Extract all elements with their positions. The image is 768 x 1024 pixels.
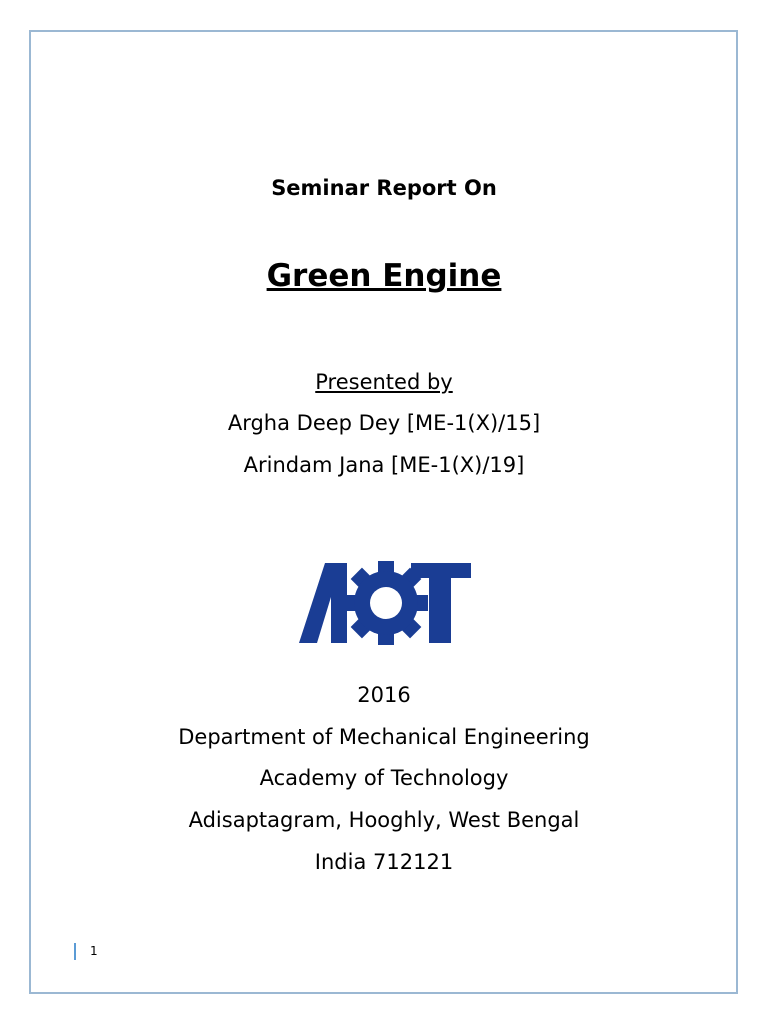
author-2: Arindam Jana [ME-1(X)/19] [243,453,525,477]
presented-by-label: Presented by [315,370,453,394]
country-pin: India 712121 [314,850,454,874]
report-title: Green Engine [266,258,502,294]
institution: Academy of Technology [259,766,509,790]
seminar-label: Seminar Report On [271,176,497,200]
page-number: 1 [90,944,98,958]
department: Department of Mechanical Engineering [178,725,590,749]
logo-letter-t-stem [429,563,451,643]
author-1: Argha Deep Dey [ME-1(X)/15] [227,411,541,435]
footer-accent-bar [74,943,76,960]
year: 2016 [357,683,411,707]
address: Adisaptagram, Hooghly, West Bengal [188,808,580,832]
aot-logo [297,559,473,645]
logo-letter-a [299,563,347,643]
